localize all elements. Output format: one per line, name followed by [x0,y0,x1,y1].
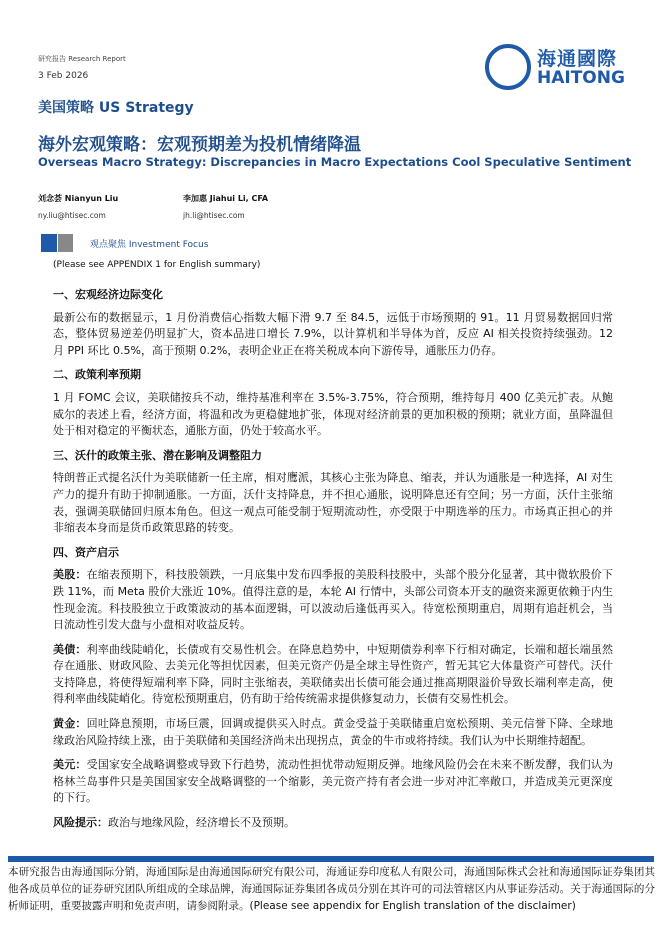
report-date: 3 Feb 2026 [38,71,89,81]
section-heading: 四、资产启示 [53,545,119,559]
section-heading: 二、政策利率预期 [53,368,141,382]
asset-text: 回吐降息预期，市场巨震，回调或提供买入时点。黄金受益于美联储重启宽松预期、美元信誉下降、全球地缘政治风险持续上涨，由于美联储和美国经济尚未出现拐点，黄金的牛市或将持续。我们认为中长期维持超配。 [53,717,614,747]
asset-us-equity [53,567,613,633]
focus-marker [41,234,73,252]
logo-en: HAITONG [537,68,625,88]
report-body [53,287,613,840]
asset-text: 政治与地缘风险，经济增长不及预期。 [108,816,295,830]
risk-warning [53,815,613,832]
title-cn: 海外宏观策略：宏观预期差为投机情绪降温 [38,135,361,155]
author-email[interactable]: jh.li@htisec.com [183,211,245,220]
author-email[interactable]: ny.liu@htisec.com [38,211,106,220]
asset-gold [53,716,613,749]
logo-cn: 海通國際 [537,48,618,70]
haitong-logo [485,44,625,92]
asset-usd [53,757,613,807]
author-name: 李加惠 Jiahui Li, CFA [183,194,269,203]
investment-focus-label: 观点聚焦 Investment Focus [90,240,209,250]
section-paragraph: 最新公布的数据显示，1 月份消费信心指数大幅下滑 9.7 至 84.5，远低于市场预期的 91。11 月贸易数据回归常态，整体贸易逆差仍明显扩大，资本品进口增长 7.9%，以计算机和半导体为首，反应 AI 相关投资持续强劲。12 月 PPI 环比 0.5%，高于预期 0.2%，表明企业正在将关税成本向下游传导，通胀压力仍存。 [53,310,613,357]
asset-us-treasury [53,642,613,708]
appendix-note: (Please see APPENDIX 1 for English summary) [53,260,261,270]
section-heading: 一、宏观经济边际变化 [53,288,163,301]
section-heading: 三、沃什的政策主张、潜在影响及调整阻力 [53,448,262,462]
asset-label: 风险提示： [53,816,108,830]
title-en: Overseas Macro Strategy: Discrepancies in Macro Expectations Cool Speculative Sentiment [38,155,632,169]
section-paragraph: 特朗普正式提名沃什为美联储新一任主席，相对鹰派，其核心主张为降息、缩表，并认为通胀是一种选择，AI 对生产力的提升有助于抑制通胀。一方面，沃什支持降息，并不担心通胀，说明降息还有空间；另一方面，沃什主张缩表，强调美联储回归原本角色。但这一观点可能受制于短期流动性，亦受限于中期选举的压力。市场真正担心的并非缩表本身而是货币政策思路的转变。 [53,471,613,535]
asset-text: 受国家安全战略调整或导致下行趋势，流动性担忧带动短期反弹。地缘风险仍会在未来不断发酵，我们认为格林兰岛事件只是美国国家安全战略调整的一个缩影，美元资产持有者会进一步对冲汇率敞口，并造成美元更深度的下行。 [53,758,614,805]
asset-label: 美股： [53,568,87,582]
category: 美国策略 US Strategy [38,100,194,116]
section-paragraph: 1 月 FOMC 会议，美联储按兵不动，维持基准利率在 3.5%-3.75%，符合预期，维持每月 400 亿美元扩表。从鲍威尔的表述上看，经济方面，将温和改为更稳健地扩张，体现对经济前景的更加积极的预期；就业方面，虽降温但处于相对稳定的平衡状态，通胀方面，仍处于较高水平。 [53,390,613,438]
asset-label: 黄金： [53,717,87,731]
asset-text: 利率曲线陡峭化，长债或有交易性机会。在降息趋势中，中短期债券利率下行相对确定，长端和超长端虽然存在通胀、财政风险、去美元化等担忧因素，但美元资产仍是全球主导性资产，暂无其它大体量资产可替代。沃什支持降息，将使得短端利率下降，同时主张缩表，美联储卖出长债可能会通过推高期限溢价导致长端利率走高，使得利率曲线陡峭化。待宽松预期重启，仍有助于给传统需求提供修复动力，长债有交易性机会。 [53,642,614,706]
footer-divider [8,856,654,862]
asset-label: 美元： [53,758,87,772]
report-type: 研究报告 Research Report [38,55,126,63]
asset-label: 美债： [53,642,87,656]
disclaimer: 本研究报告由海通国际分销，海通国际是由海通国际研究有限公司，海通证券印度私人有限公司，海通国际株式会社和海通国际证券集团其他各成员单位的证券研究团队所组成的全球品牌，海通国际证券集团各成员分别在其许可的司法管辖区内从事证券活动。关于海通国际的分析师证明，重要披露声明和免责声明，请参阅附录。(Please see appendix for English translation of the disclaimer) [8,866,655,912]
author-name: 刘念荟 Nianyun Liu [38,194,119,203]
asset-text: 在缩表预期下，科技股领跌，一月底集中发布四季报的美股科技股中，头部个股分化显著，其中微软股价下跌 11%，而 Meta 股价大涨近 10%。值得注意的是，本轮 AI 行情中，头部公司资本开支的融资来源更依赖于内生性现金流。科技股独立于政策波动的基本面逻辑，可以波动后逢低再买入。待宽松预期重启，周期有追赶机会，当日流动性引发大盘与小盘相对收益反转。 [53,568,614,632]
logo-emblem-icon [485,44,531,90]
